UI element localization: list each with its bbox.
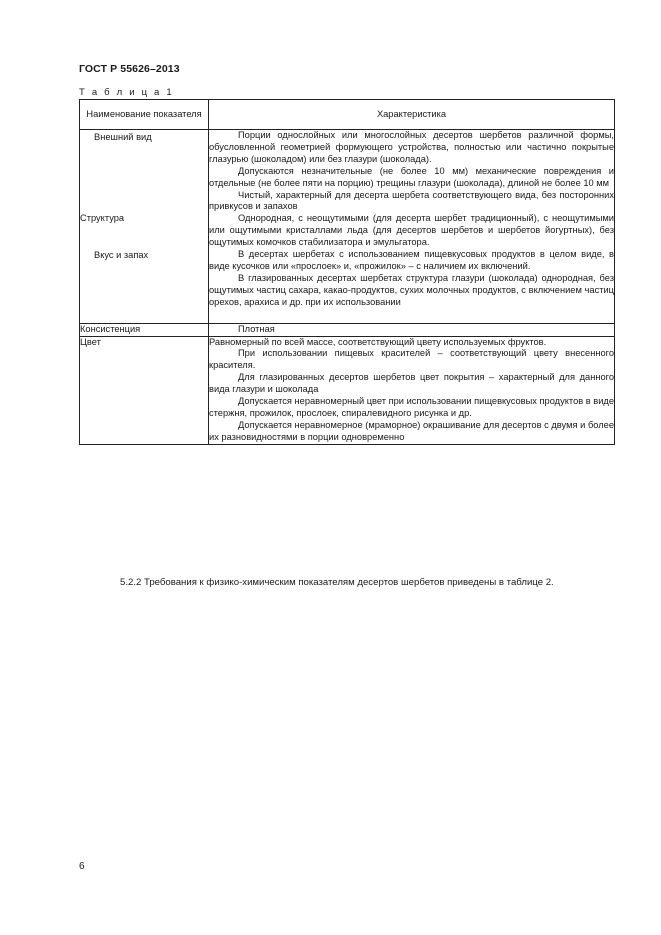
desc-paragraph: Плотная: [238, 323, 275, 334]
table-header-row: [80, 100, 615, 130]
desc-paragraph: Допускается неравномерный цвет при использовании пищевкусовых продуктов в виде стержня, прожилок, прослоек, спиралевидного рисунка и др.: [209, 396, 615, 418]
desc-paragraph: Порции однослойных или многослойных десертов шербетов различной формы, обусловленной геометрией формующего устройства, полностью или частично покрытые глазурью (шоколадом) или без глазури (шоколада).: [209, 130, 614, 164]
specification-table: [79, 99, 615, 445]
desc-paragraph: В глазированных десертах шербетах структура глазури (шоколада) однородная, без ощутимых частиц сахара, какао-продуктов, сухих молочных продуктов, с включением частиц орехов, арахиса и др. при их использовании: [209, 272, 614, 307]
desc-paragraph: Однородная, с неощутимыми (для десерта шербет традиционный), с неощутимыми или ощутимыми кристаллами льда (для десертов шербетов и шербетов йогуртных), без ощутимых комочков стабилизатора и эмульгатора.: [209, 213, 614, 248]
table-caption: Т а б л и ц а 1: [79, 87, 174, 98]
row-name-appearance: Внешний вид: [94, 132, 152, 142]
column-header-name: Наименование показателя: [80, 100, 209, 130]
desc-paragraph: Допускается неравномерное (мраморное) окрашивание для десертов с двумя и более их разновидностями в порции одновременно: [209, 419, 614, 442]
table-row-appearance-taste: [80, 130, 615, 214]
row-name-color: Цвет: [80, 336, 209, 444]
desc-paragraph: Для глазированных десертов шербетов цвет покрытия – характерный для данного вида глазури и шоколада: [209, 372, 614, 395]
row-name-structure: Структура: [80, 213, 209, 323]
row-name-consistency: Консистенция: [80, 323, 209, 336]
desc-paragraph: Чистый, характерный для десерта шербета соответствующего вида, без посторонних привкусов и запахов: [209, 189, 614, 212]
table-row-color: [80, 336, 615, 444]
row-desc-color: [209, 336, 615, 444]
desc-paragraph: В десертах шербетах с использованием пищевкусовых продуктов в целом виде, в виде кусочков или «прослоек» и, «прожилок» – с наличием их включений.: [209, 249, 614, 271]
column-header-characteristic: Характеристика: [209, 100, 615, 130]
row-desc-appearance-taste: [209, 130, 615, 214]
table-row-structure: [80, 213, 615, 323]
page-number: 6: [79, 861, 85, 872]
row-desc-structure: [209, 213, 615, 323]
desc-paragraph: Равномерный по всей массе, соответствующий цвету используемых фруктов.: [209, 336, 547, 347]
row-name-taste: Вкус и запах: [94, 250, 149, 260]
desc-paragraph: При использовании пищевых красителей – соответствующий цвету внесенного красителя.: [209, 348, 614, 371]
row-desc-consistency: [209, 323, 615, 336]
body-paragraph: 5.2.2 Требования к физико-химическим показателям десертов шербетов приведены в таблице 2.: [120, 577, 554, 588]
table-row-consistency: [80, 323, 615, 336]
standard-header: ГОСТ Р 55626–2013: [79, 63, 180, 75]
desc-paragraph: Допускаются незначительные (не более 10 мм) механические повреждения и отдельные (не более пяти на порцию) трещины глазури (шоколада), длиной не более 10 мм: [209, 165, 614, 188]
